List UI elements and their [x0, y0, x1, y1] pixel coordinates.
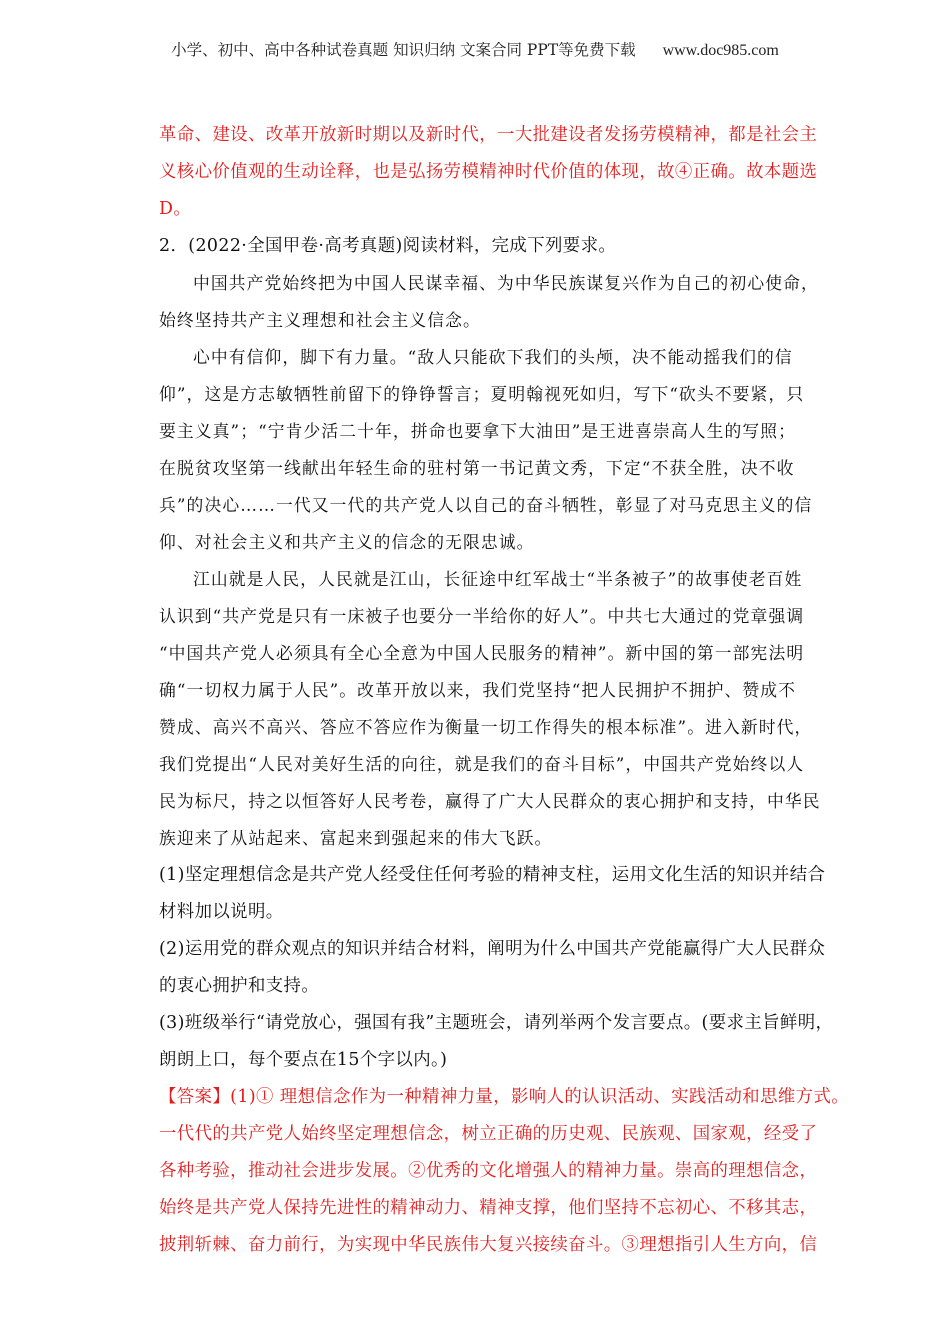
sub-question-line: 朗朗上口，每个要点在15个字以内。) [159, 1050, 448, 1070]
material-line: 江山就是人民，人民就是江山，长征途中红军战士“半条被子”的故事使老百姓 [193, 569, 803, 589]
page-header [0, 38, 950, 60]
material-line: “中国共产党人必须具有全心全意为中国人民服务的精神”。新中国的第一部宪法明 [159, 643, 805, 663]
question-stem: 2．(2022·全国甲卷·高考真题)阅读材料，完成下列要求。 [159, 236, 617, 256]
prev-answer-line: 义核心价值观的生动诠释，也是弘扬劳模精神时代价值的体现，故④正确。故本题选 [159, 162, 818, 182]
material-line: 族迎来了从站起来、富起来到强起来的伟大飞跃。 [159, 828, 553, 848]
answer-label: 【答案】 [159, 1087, 231, 1107]
sub-question-line: 材料加以说明。 [159, 902, 284, 922]
sub-question-line: (1)坚定理想信念是共产党人经受住任何考验的精神支柱，运用文化生活的知识并结合 [159, 865, 826, 885]
document-body [159, 117, 850, 1264]
material-line: 仰、对社会主义和共产主义的信念的无限忠诚。 [159, 532, 535, 552]
material-line: 要主义真”；“宁肯少活二十年，拼命也要拿下大油田”是王进喜崇高人生的写照； [159, 421, 797, 441]
material-line: 确“一切权力属于人民”。改革开放以来，我们党坚持“把人民拥护不拥护、赞成不 [159, 680, 797, 700]
material-line: 兵”的决心……一代又一代的共产党人以自己的奋斗牺牲，彰显了对马克思主义的信 [159, 495, 813, 515]
material-line: 始终坚持共产主义理想和社会主义信念。 [159, 310, 481, 330]
sub-question-line: 的衷心拥护和支持。 [159, 976, 320, 996]
header-title: 小学、初中、高中各种试卷真题 知识归纳 文案合同 PPT等免费下载 [171, 41, 636, 59]
answer-line: 披荆斩棘、奋力前行，为实现中华民族伟大复兴接续奋斗。③理想指引人生方向，信 [159, 1235, 818, 1255]
answer-line: 始终是共产党人保持先进性的精神动力、精神支撑，他们坚持不忘初心、不移其志， [159, 1198, 818, 1218]
answer-text: (1)① 理想信念作为一种精神力量，影响人的认识活动、实践活动和思维方式。 [230, 1087, 850, 1107]
prev-answer-line: D。 [159, 199, 192, 219]
header-url[interactable]: www.doc985.com [662, 42, 779, 59]
material-line: 认识到“共产党是只有一床被子也要分一半给你的好人”。中共七大通过的党章强调 [159, 606, 805, 626]
material-line: 在脱贫攻坚第一线献出年轻生命的驻村第一书记黄文秀，下定“不获全胜，决不收 [159, 458, 795, 478]
sub-question-line: (2)运用党的群众观点的知识并结合材料，阐明为什么中国共产党能赢得广大人民群众 [159, 939, 826, 959]
material-line: 我们党提出“人民对美好生活的向往，就是我们的奋斗目标”，中国共产党始终以人 [159, 754, 805, 774]
material-line: 中国共产党始终把为中国人民谋幸福、为中华民族谋复兴作为自己的初心使命， [193, 273, 819, 293]
answer-line: 一代代的共产党人始终坚定理想信念，树立正确的历史观、民族观、国家观，经受了 [159, 1124, 818, 1144]
answer-first-line [159, 1079, 850, 1116]
answer-line: 各种考验，推动社会进步发展。②优秀的文化增强人的精神力量。崇高的理想信念， [159, 1161, 818, 1181]
material-line: 仰”，这是方志敏牺牲前留下的铮铮誓言；夏明翰视死如归，写下“砍头不要紧，只 [159, 384, 805, 404]
sub-question-line: (3)班级举行“请党放心，强国有我”主题班会，请列举两个发言要点。(要求主旨鲜明， [159, 1013, 834, 1033]
prev-answer-line: 革命、建设、改革开放新时期以及新时代，一大批建设者发扬劳模精神，都是社会主 [159, 125, 818, 145]
material-line: 民为标尺，持之以恒答好人民考卷，赢得了广大人民群众的衷心拥护和支持，中华民 [159, 791, 821, 811]
material-line: 赞成、高兴不高兴、答应不答应作为衡量一切工作得失的根本标准”。进入新时代， [159, 717, 813, 737]
material-line: 心中有信仰，脚下有力量。“敌人只能砍下我们的头颅，决不能动摇我们的信 [193, 347, 793, 367]
